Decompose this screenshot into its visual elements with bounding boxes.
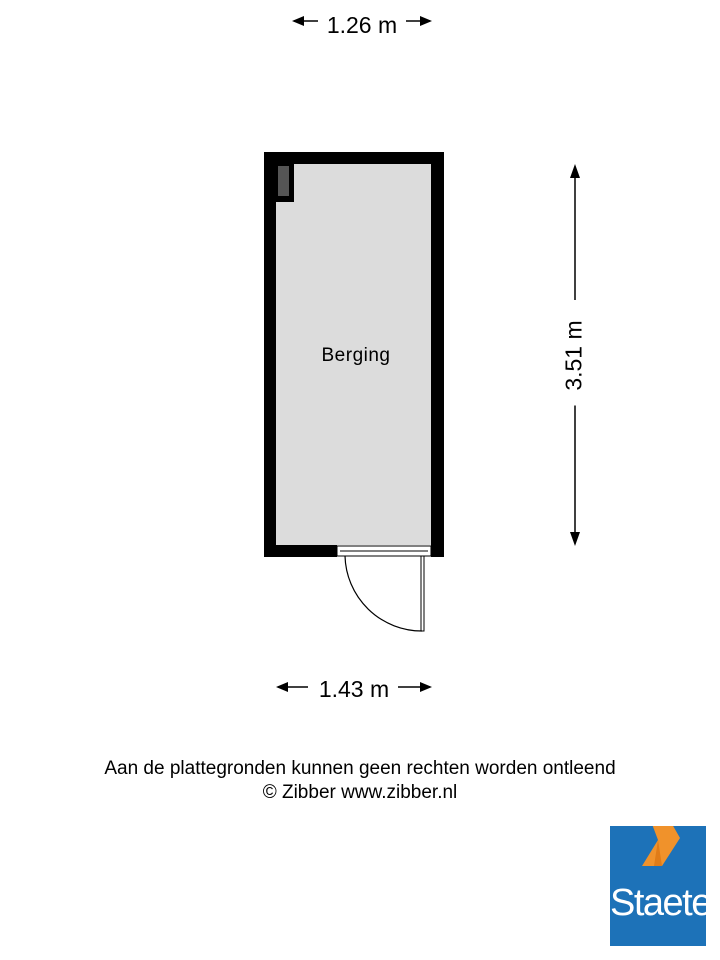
wall-left — [264, 152, 276, 557]
staete-logo — [610, 826, 711, 946]
footer-text — [0, 757, 720, 805]
wall-bottom-left — [264, 545, 337, 557]
copyright-text: © Zibber www.zibber.nl — [262, 782, 458, 803]
dimension-right-arrow-top — [570, 164, 580, 178]
logo-mark-icon — [610, 826, 706, 886]
door-leaf — [421, 556, 424, 631]
wall-bottom-right — [431, 545, 444, 557]
wall-top — [264, 152, 444, 164]
niche-fill — [278, 166, 289, 196]
dimension-right-arrow-bottom — [570, 532, 580, 546]
dimension-bottom-label: 1.43 m — [318, 676, 390, 702]
dimension-bottom — [274, 672, 434, 704]
room-label: Berging — [321, 345, 391, 366]
door-swing-arc — [345, 556, 422, 631]
disclaimer-text: Aan de plattegronden kunnen geen rechten worden ontleend — [104, 758, 616, 779]
wall-right — [431, 152, 444, 546]
dimension-right-label: 3.51 m — [561, 306, 588, 406]
dimension-top-label: 1.26 m — [326, 12, 398, 38]
logo-text: Staete — [610, 882, 711, 924]
